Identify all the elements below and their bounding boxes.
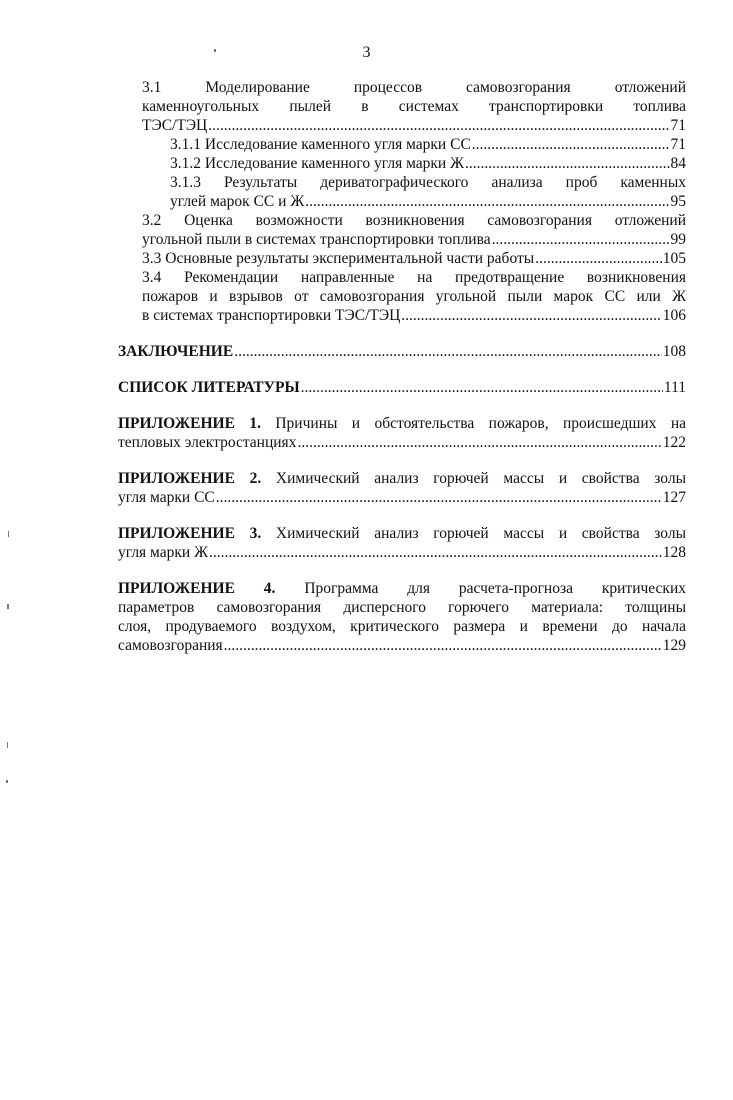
- appendix-label: ПРИЛОЖЕНИЕ 2.: [118, 470, 262, 487]
- toc-entry-text-tail: угля марки СС: [118, 489, 215, 506]
- appendix-label: ПРИЛОЖЕНИЕ 4.: [118, 580, 276, 597]
- dot-leader: [492, 230, 670, 249]
- dot-leader: [472, 135, 670, 154]
- dot-leader: [465, 154, 670, 173]
- scan-artifact-mark: [8, 531, 9, 537]
- toc-entry-text-tail: ТЭС/ТЭЦ: [142, 117, 208, 134]
- dot-leader: [305, 192, 669, 211]
- page-number: 3: [362, 44, 371, 61]
- toc-entry-text-line: [118, 414, 686, 433]
- toc-entry-text-line: 3.1.3 Результаты дериватографического анализа проб каменных: [170, 174, 686, 191]
- toc-entry-text: СПИСОК ЛИТЕРАТУРЫ: [118, 379, 300, 396]
- toc-entry-text-line: 3.4 Рекомендации направленные на предотвращение возникновения: [142, 269, 686, 286]
- toc-page-number: 99: [670, 231, 686, 248]
- toc-page-number: 111: [663, 379, 686, 396]
- toc-entry-3-3[interactable]: [118, 249, 686, 268]
- toc-entry-text-line: 3.2 Оценка возможности возникновения самовозгорания отложений: [142, 212, 686, 229]
- toc-entry-text-tail: углей марок СС и Ж: [170, 193, 305, 210]
- toc-entry-text-tail: самовозгорания: [118, 637, 223, 654]
- dot-leader: [535, 249, 662, 268]
- toc-entry-appendix-4[interactable]: [118, 579, 686, 655]
- dot-leader: [208, 116, 669, 135]
- toc-entry-appendix-3[interactable]: [118, 524, 686, 562]
- toc-page-number: 128: [662, 544, 686, 561]
- toc-entry-text-line: пожаров и взрывов от самовозгорания угольной пыли марок СС или Ж: [142, 288, 686, 305]
- appendix-label: ПРИЛОЖЕНИЕ 1.: [118, 415, 261, 432]
- dot-leader: [234, 342, 662, 361]
- toc-entry-text-tail: угля марки Ж: [118, 544, 208, 561]
- toc-entry-text-line: параметров самовозгорания дисперсного горючего материала: толщины: [118, 599, 686, 616]
- toc-entry-text-line: слоя, продуваемого воздухом, критического размера и времени до начала: [118, 618, 686, 635]
- toc-page-number: 129: [662, 637, 686, 654]
- appendix-label: ПРИЛОЖЕНИЕ 3.: [118, 525, 262, 542]
- toc-entry-3-1-3[interactable]: [118, 173, 686, 211]
- toc-page-number: 71: [670, 136, 686, 153]
- toc-entry-3-1-2[interactable]: [118, 154, 686, 173]
- toc-entry-3-2[interactable]: [118, 211, 686, 249]
- toc-page-number: 127: [662, 489, 686, 506]
- toc-entry-text: 3.3 Основные результаты экспериментальной части работы: [142, 250, 535, 267]
- appendix-title: Программа для расчета-прогноза критических: [304, 580, 687, 597]
- dot-leader: [224, 636, 662, 655]
- table-of-contents: [118, 78, 686, 655]
- toc-entry-text-tail: в системах транспортировки ТЭС/ТЭЦ: [142, 307, 401, 324]
- toc-entry-text: 3.1.2 Исследование каменного угля марки Ж: [170, 155, 464, 172]
- toc-entry-text-line: каменноугольных пылей в системах транспортировки топлива: [142, 98, 686, 115]
- toc-page-number: 105: [662, 250, 686, 267]
- toc-entry-references[interactable]: [118, 378, 686, 397]
- toc-entry-text-line: [118, 469, 686, 488]
- toc-page-number: 71: [670, 117, 686, 134]
- appendix-title: Причины и обстоятельства пожаров, происшедших на: [275, 415, 687, 432]
- toc-entry-3-1-1[interactable]: [118, 135, 686, 154]
- toc-entry-text-line: 3.1 Моделирование процессов самовозгорания отложений: [142, 79, 686, 96]
- toc-entry-text-tail: угольной пыли в системах транспортировки топлива: [142, 231, 491, 248]
- dot-leader: [401, 306, 661, 325]
- toc-entry-conclusion[interactable]: [118, 342, 686, 361]
- toc-entry-text-line: [118, 524, 686, 543]
- dot-leader: [301, 378, 663, 397]
- toc-page-number: 95: [670, 193, 686, 210]
- toc-page-number: 108: [662, 343, 686, 360]
- scan-artifact-mark: [6, 780, 8, 783]
- appendix-title: Химический анализ горючей массы и свойства золы: [275, 525, 686, 542]
- toc-page-number: 84: [670, 155, 686, 172]
- toc-entry-appendix-2[interactable]: [118, 469, 686, 507]
- dot-leader: [297, 433, 661, 452]
- dot-leader: [216, 488, 662, 507]
- toc-entry-text-tail: тепловых электростанциях: [118, 434, 297, 451]
- toc-entry-appendix-1[interactable]: [118, 414, 686, 452]
- dot-leader: [209, 543, 662, 562]
- toc-entry-3-1[interactable]: [118, 78, 686, 135]
- appendix-title: Химический анализ горючей массы и свойства золы: [275, 470, 686, 487]
- toc-entry-text-line: [118, 579, 686, 598]
- toc-entry-text: 3.1.1 Исследование каменного угля марки СС: [170, 136, 471, 153]
- toc-page-number: 122: [662, 434, 686, 451]
- scan-artifact-mark: [7, 604, 9, 609]
- toc-entry-text: ЗАКЛЮЧЕНИЕ: [118, 343, 234, 360]
- toc-page-number: 106: [662, 307, 686, 324]
- scan-artifact-mark: [7, 742, 8, 748]
- scan-artifact-mark: [214, 49, 216, 52]
- toc-entry-3-4[interactable]: [118, 268, 686, 325]
